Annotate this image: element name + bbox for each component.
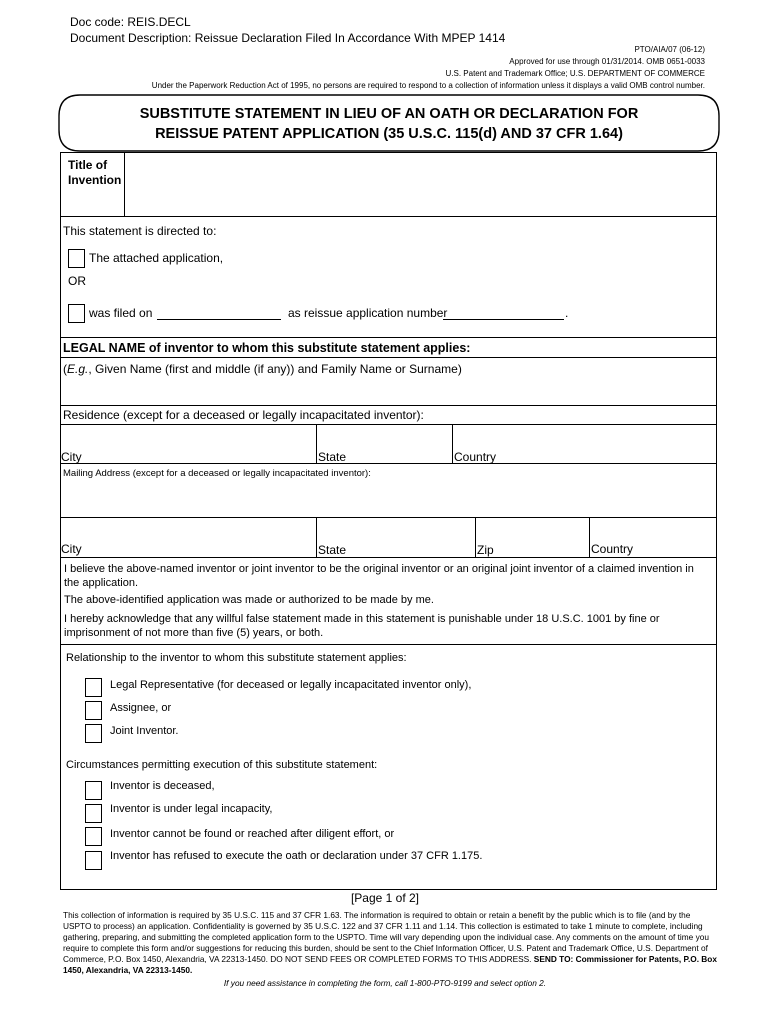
filed-on-input[interactable] [157, 319, 281, 320]
divider [60, 557, 717, 558]
joint-inventor-checkbox[interactable] [85, 724, 102, 743]
statement-original-inventor: I believe the above-named inventor or joint inventor to be the original inventor or an original joint inventor of a claimed invention in the application. [64, 563, 694, 589]
title-label-line-2: Invention [68, 173, 122, 187]
page-title [60, 104, 718, 144]
send-to: SEND TO: Commissioner for Patents, P.O. Box 1450, Alexandria, VA 22313-1450. [63, 954, 717, 975]
col-divider [316, 424, 317, 463]
mailing-label: Mailing Address (except for a deceased or legally incapacitated inventor): [63, 468, 371, 479]
residence-city-field[interactable]: City [61, 450, 82, 464]
attached-application-label: The attached application, [89, 251, 224, 265]
title-label-line-1: Title of [68, 158, 108, 172]
assistance-note: If you need assistance in completing the form, call 1-800-PTO-9199 and select option 2. [223, 978, 547, 988]
circumstances-heading: Circumstances permitting execution of this substitute statement: [66, 759, 378, 771]
mailing-zip-field[interactable]: Zip [477, 543, 494, 557]
statement-acknowledge: I hereby acknowledge that any willful false statement made in this statement is punishable under 18 U.S.C. 1001 by fine or imprisonment of not more than five (5) years, or both. [64, 613, 660, 639]
approval-note: Approved for use through 01/31/2014. OMB 0651-0033 [509, 57, 705, 66]
joint-inventor-label: Joint Inventor. [110, 725, 179, 737]
reissue-number-label: as reissue application number [288, 306, 448, 320]
mailing-address-field[interactable] [63, 484, 713, 514]
legal-representative-label: Legal Representative (for deceased or legally incapacitated inventor only), [110, 679, 472, 691]
legal-representative-checkbox[interactable] [85, 678, 102, 697]
legal-name-heading: LEGAL NAME of inventor to whom this substitute statement applies: [63, 341, 471, 355]
mailing-city-field[interactable]: City [61, 542, 82, 556]
legal-name-field[interactable] [63, 380, 713, 404]
or-label: OR [68, 274, 86, 288]
burden-statement [63, 910, 719, 976]
deceased-label: Inventor is deceased, [110, 780, 215, 792]
attached-application-checkbox[interactable] [68, 249, 85, 268]
doc-code: Doc code: REIS.DECL [70, 15, 191, 29]
col-divider [316, 517, 317, 557]
statement-authorized: The above-identified application was made or authorized to be made by me. [64, 594, 434, 606]
legal-incapacity-label: Inventor is under legal incapacity, [110, 803, 273, 815]
residence-state-field[interactable]: State [318, 450, 347, 464]
divider [60, 424, 717, 425]
period: . [565, 306, 569, 320]
relationship-heading: Relationship to the inventor to whom this substitute statement applies: [66, 652, 407, 664]
residence-label: Residence (except for a deceased or legally incapacitated inventor): [63, 408, 424, 422]
title-of-invention-field[interactable] [130, 158, 710, 212]
deceased-checkbox[interactable] [85, 781, 102, 800]
title-of-invention-label [68, 158, 121, 188]
filed-on-checkbox[interactable] [68, 304, 85, 323]
example-rest: , Given Name (first and middle (if any)) and Family Name or Surname) [88, 362, 462, 376]
divider [60, 463, 717, 464]
mailing-state-field[interactable]: State [318, 543, 347, 557]
refused-checkbox[interactable] [85, 851, 102, 870]
legal-name-example: (E.g., Given Name (first and middle (if any)) and Family Name or Surname) [63, 362, 462, 376]
page-number: [Page 1 of 2] [350, 891, 420, 905]
title-divider [124, 152, 125, 216]
assignee-label: Assignee, or [110, 702, 172, 714]
title-line-1: SUBSTITUTE STATEMENT IN LIEU OF AN OATH OR DECLARATION FOR [139, 106, 639, 122]
col-divider [452, 424, 453, 463]
divider [60, 517, 717, 518]
divider [60, 405, 717, 406]
divider [60, 216, 717, 217]
burden-text: This collection of information is required by 35 U.S.C. 115 and 37 CFR 1.63. The information is required to obtain or retain a benefit by the public which is to file (and by the USPTO to process) an application. Confidentiality is governed by 35 U.S.C. 122 and 37 CFR 1.11 and 1.14. This collection is estimated to take 1 minute to complete, including gathering, preparing, and submitting the completed application form to the USPTO. Time will vary depending upon the individual case. Any comments on the amount of time you require to complete this form and/or suggestions for reducing this burden, should be sent to the Chief Information Officer, U.S. Patent and Trademark Office, U.S. Department of Commerce, P.O. Box 1450, Alexandria, VA 22313-1450. DO NOT SEND FEES OR COMPLETED FORMS TO THIS ADDRESS. [63, 910, 709, 964]
mailing-country-field[interactable]: Country [591, 542, 634, 556]
doc-description: Document Description: Reissue Declaration Filed In Accordance With MPEP 1414 [70, 31, 506, 45]
agency-note: U.S. Patent and Trademark Office; U.S. DEPARTMENT OF COMMERCE [445, 69, 705, 78]
residence-country-field[interactable]: Country [454, 450, 497, 464]
example-eg: E.g. [67, 362, 89, 376]
divider [60, 357, 717, 358]
form-id: PTO/AIA/07 (06-12) [634, 45, 705, 54]
reissue-number-input[interactable] [443, 319, 564, 320]
divider [60, 337, 717, 338]
legal-incapacity-checkbox[interactable] [85, 804, 102, 823]
directed-intro: This statement is directed to: [63, 224, 217, 238]
title-line-2: REISSUE PATENT APPLICATION (35 U.S.C. 115(d) AND 37 CFR 1.64) [155, 126, 623, 142]
divider [60, 644, 717, 645]
filed-on-label: was filed on [89, 306, 153, 320]
refused-label: Inventor has refused to execute the oath or declaration under 37 CFR 1.175. [110, 850, 483, 862]
paperwork-note: Under the Paperwork Reduction Act of 1995, no persons are required to respond to a collection of information unless it displays a valid OMB control number. [151, 81, 705, 90]
cannot-be-found-label: Inventor cannot be found or reached after diligent effort, or [110, 828, 395, 840]
assignee-checkbox[interactable] [85, 701, 102, 720]
col-divider [589, 517, 590, 557]
col-divider [475, 517, 476, 557]
cannot-be-found-checkbox[interactable] [85, 827, 102, 846]
